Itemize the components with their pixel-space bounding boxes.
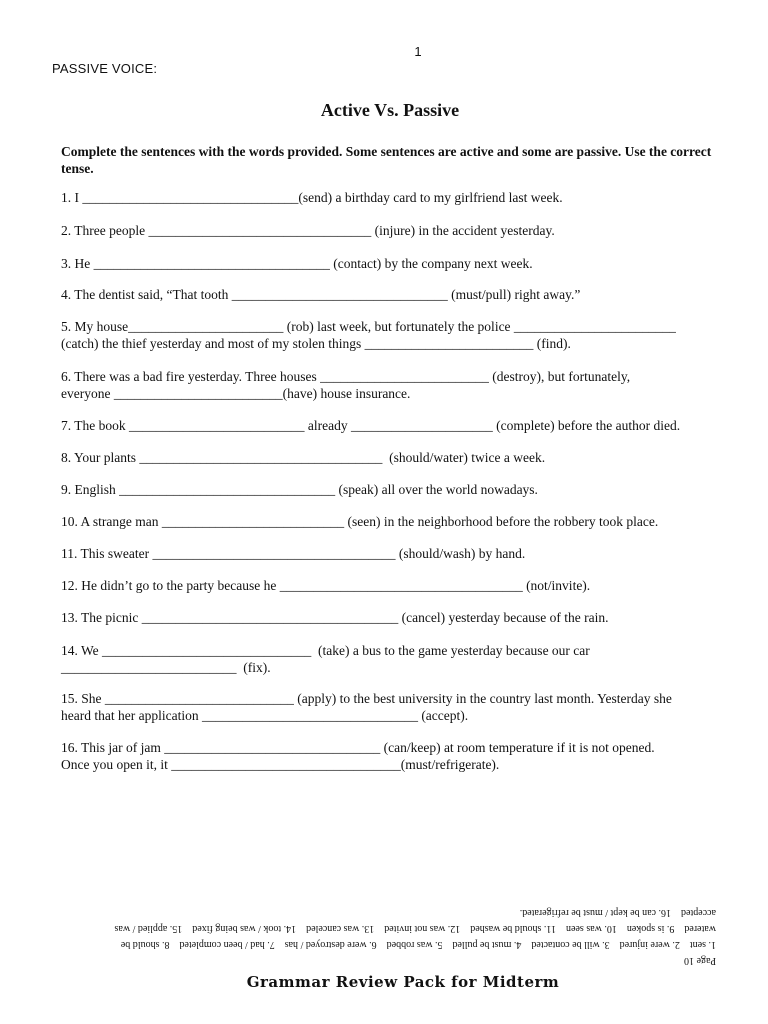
question-11: 11. This sweater ____________________________________ (should/wash) by hand. xyxy=(61,546,526,561)
question-1: 1. I ________________________________(send) a birthday card to my girlfriend last week. xyxy=(61,190,563,205)
answer-key-upside-down: Page 10 1. sent 2. were injured 3. will be contacted 4. must be pulled 5. was robbed 6. were destroyed / has 7. had / been completed 8. should be watered 9. is spoken 10. was seen 11. should be washed 12. was not invited 13. was canceled 14. took / was being fixed 15. applied / was accepted 16. can be kept / must be refrigerated. xyxy=(114,907,716,966)
question-9: 9. English ________________________________ (speak) all over the world nowadays. xyxy=(61,482,538,497)
question-2: 2. Three people _________________________________ (injure) in the accident yesterday. xyxy=(61,223,555,238)
question-14: 14. We _______________________________ (take) a bus to the game yesterday because our car __________________________ (fix). xyxy=(61,643,590,675)
question-15: 15. She ____________________________ (apply) to the best university in the country last month. Yesterday she heard that her application ________________________________ (accept). xyxy=(61,691,672,723)
question-10: 10. A strange man ___________________________ (seen) in the neighborhood before the robbery took place. xyxy=(61,514,659,529)
page-title: Active Vs. Passive xyxy=(320,100,460,120)
question-5: 5. My house_______________________ (rob) last week, but fortunately the police ________________________ (catch) the thief yesterday and most of my stolen things _________________________ (find). xyxy=(61,319,676,351)
question-4: 4. The dentist said, “That tooth ________________________________ (must/pull) right away.” xyxy=(61,287,581,302)
question-16: 16. This jar of jam ________________________________ (can/keep) at room temperature if it is not opened. Once you open it, it __________________________________(must/refrigerate). xyxy=(61,740,655,772)
question-3: 3. He ___________________________________ (contact) by the company next week. xyxy=(61,256,533,271)
question-6: 6. There was a bad fire yesterday. Three houses _________________________ (destroy), but fortunately, everyone _________________________(have) house insurance. xyxy=(61,369,631,401)
question-13: 13. The picnic ______________________________________ (cancel) yesterday because of the rain. xyxy=(61,610,609,625)
question-12: 12. He didn’t go to the party because he ____________________________________ (not/invite). xyxy=(61,578,591,593)
question-7: 7. The book __________________________ already _____________________ (complete) before the author died. xyxy=(61,418,681,433)
header-label: PASSIVE VOICE: xyxy=(52,61,158,76)
question-8: 8. Your plants ____________________________________ (should/water) twice a week. xyxy=(61,450,546,465)
page-number: 1 xyxy=(414,44,422,59)
footer-title: Grammar Review Pack for Midterm xyxy=(246,973,560,991)
instructions: Complete the sentences with the words provided. Some sentences are active and some are passive. Use the correct tense. xyxy=(61,144,712,176)
